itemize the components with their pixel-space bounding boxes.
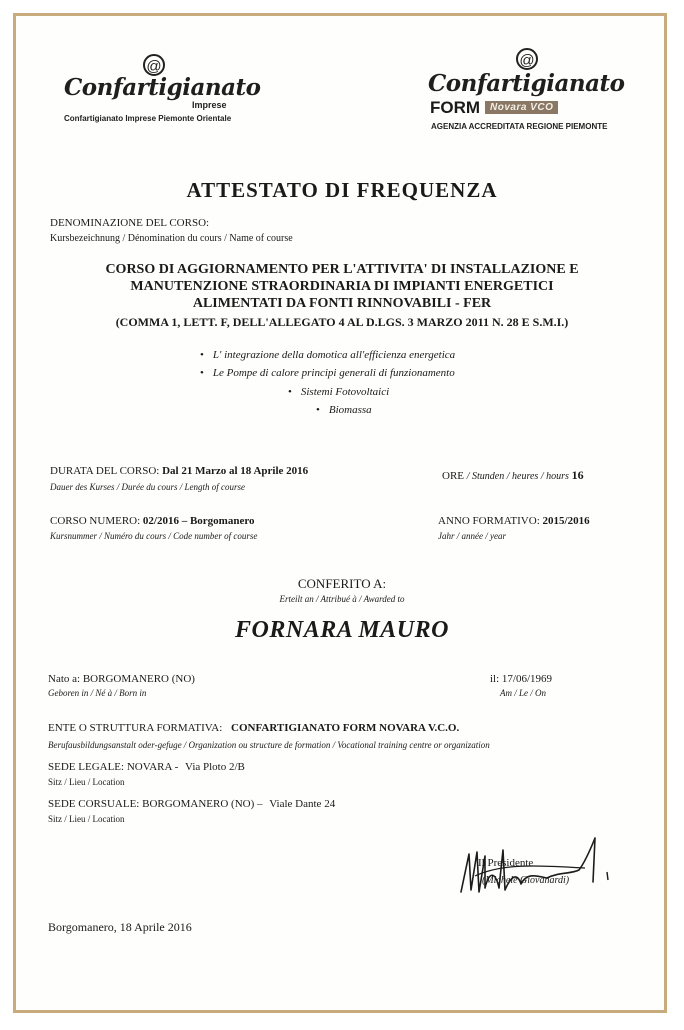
logo-left-tagline: Confartigianato Imprese Piemonte Orientale [64, 114, 232, 123]
academic-year-value: 2015/2016 [542, 515, 590, 527]
legal-seat-row [48, 761, 245, 773]
duration-value: Dal 21 Marzo al 18 Aprile 2016 [162, 465, 309, 477]
academic-year-translations: Jahr / année / year [438, 531, 506, 541]
course-name-line-2: MANUTENZIONE STRAORDINARIA DI IMPIANTI ENERGETICI [130, 279, 554, 294]
course-seat-city: BORGOMANERO (NO) [142, 798, 255, 810]
course-seat-label: SEDE CORSUALE: [48, 798, 140, 810]
duration-label: DURATA DEL CORSO: [50, 465, 160, 477]
hours-value: 16 [571, 468, 584, 482]
course-number-label: CORSO NUMERO: [50, 515, 141, 527]
hours-row [442, 468, 584, 483]
logo-right-form: FORM [430, 98, 481, 117]
signer-name: Michele Giovanardi [485, 875, 566, 886]
birth-place-row [48, 673, 195, 685]
at-sign-icon: @ [143, 54, 165, 76]
hours-translations: / Stunden / heures / hours [466, 471, 569, 482]
logo-right-tagline: AGENZIA ACCREDITATA REGIONE PIEMONTE [431, 122, 608, 131]
certificate-title: ATTESTATO DI FREQUENZA [186, 178, 498, 202]
birth-place-translations: Geboren in / Né à / Born in [48, 688, 147, 698]
signature-role: Il Presidente [478, 857, 534, 869]
course-number-row [50, 515, 255, 527]
course-seat-translations: Sitz / Lieu / Location [48, 814, 125, 824]
birth-place-label: Nato a: [48, 673, 81, 685]
handwritten-signature [455, 832, 615, 902]
birth-date-label: il: [490, 673, 500, 685]
legal-seat-city: NOVARA [126, 761, 172, 773]
topic-item: • Biomassa [316, 404, 372, 416]
course-name-line-1: CORSO DI AGGIORNAMENTO PER L'ATTIVITA' DI INSTALLAZIONE E [105, 262, 579, 277]
logo-right-badge: Novara VCO [485, 101, 558, 114]
entity-label: ENTE O STRUTTURA FORMATIVA: [48, 722, 223, 734]
birth-date-translations: Am / Le / On [500, 688, 546, 698]
birth-date-value: 17/06/1969 [501, 673, 553, 685]
entity-translations: Berufausbildungsanstalt oder-gefuge / Organization ou structure de formation / Vocational training centre or organization [48, 740, 490, 750]
legal-seat-address: Via Ploto 2/B [185, 761, 245, 773]
logo-left-brand: Confartigianato [64, 74, 261, 101]
place-and-date: Borgomanero, 18 Aprile 2016 [48, 920, 192, 934]
logo-right-brand: Confartigianato [428, 70, 625, 97]
birth-date-row [490, 673, 552, 685]
course-label-translations: Kursbezeichnung / Dénomination du cours / Name of course [50, 233, 293, 244]
academic-year-row [438, 515, 590, 527]
course-seat-address: Viale Dante 24 [269, 798, 336, 810]
topic-item: • Le Pompe di calore principi generali di funzionamento [200, 367, 455, 379]
recipient-name: FORNARA MAURO [235, 617, 449, 643]
signature-signer: (Michele Giovanardi) [482, 875, 570, 886]
academic-year-label: ANNO FORMATIVO: [438, 515, 540, 527]
course-name-line-3: ALIMENTATI DA FONTI RINNOVABILI - FER [192, 296, 492, 311]
legal-seat-translations: Sitz / Lieu / Location [48, 777, 125, 787]
course-seat-row [48, 798, 335, 810]
course-number-translations: Kursnummer / Numéro du cours / Code number of course [50, 531, 258, 541]
legal-seat-separator: - [174, 761, 179, 773]
birth-place-value: BORGOMANERO (NO) [82, 673, 195, 685]
topic-item: • L' integrazione della domotica all'efficienza energetica [200, 349, 455, 361]
course-number-value: 02/2016 – Borgomanero [142, 515, 255, 527]
logo-left-sub: Imprese [192, 100, 227, 110]
course-label: DENOMINAZIONE DEL CORSO: [50, 217, 210, 229]
entity-value: CONFARTIGIANATO FORM NOVARA V.C.O. [231, 722, 460, 734]
entity-row [48, 722, 459, 734]
hours-label: ORE [442, 470, 464, 482]
conferred-translations: Erteilt an / Attribué à / Awarded to [279, 594, 405, 604]
course-seat-separator: – [257, 798, 263, 810]
at-sign-icon: @ [516, 48, 538, 70]
topic-item: • Sistemi Fotovoltaici [288, 386, 389, 398]
duration-row [50, 465, 308, 477]
duration-translations: Dauer des Kurses / Durée du cours / Length of course [50, 482, 245, 492]
legal-seat-label: SEDE LEGALE: [48, 761, 125, 773]
course-name-line-4: (COMMA 1, LETT. F, DELL'ALLEGATO 4 AL D.LGS. 3 MARZO 2011 N. 28 E S.M.I.) [115, 315, 569, 329]
conferred-label: CONFERITO A: [297, 576, 387, 591]
